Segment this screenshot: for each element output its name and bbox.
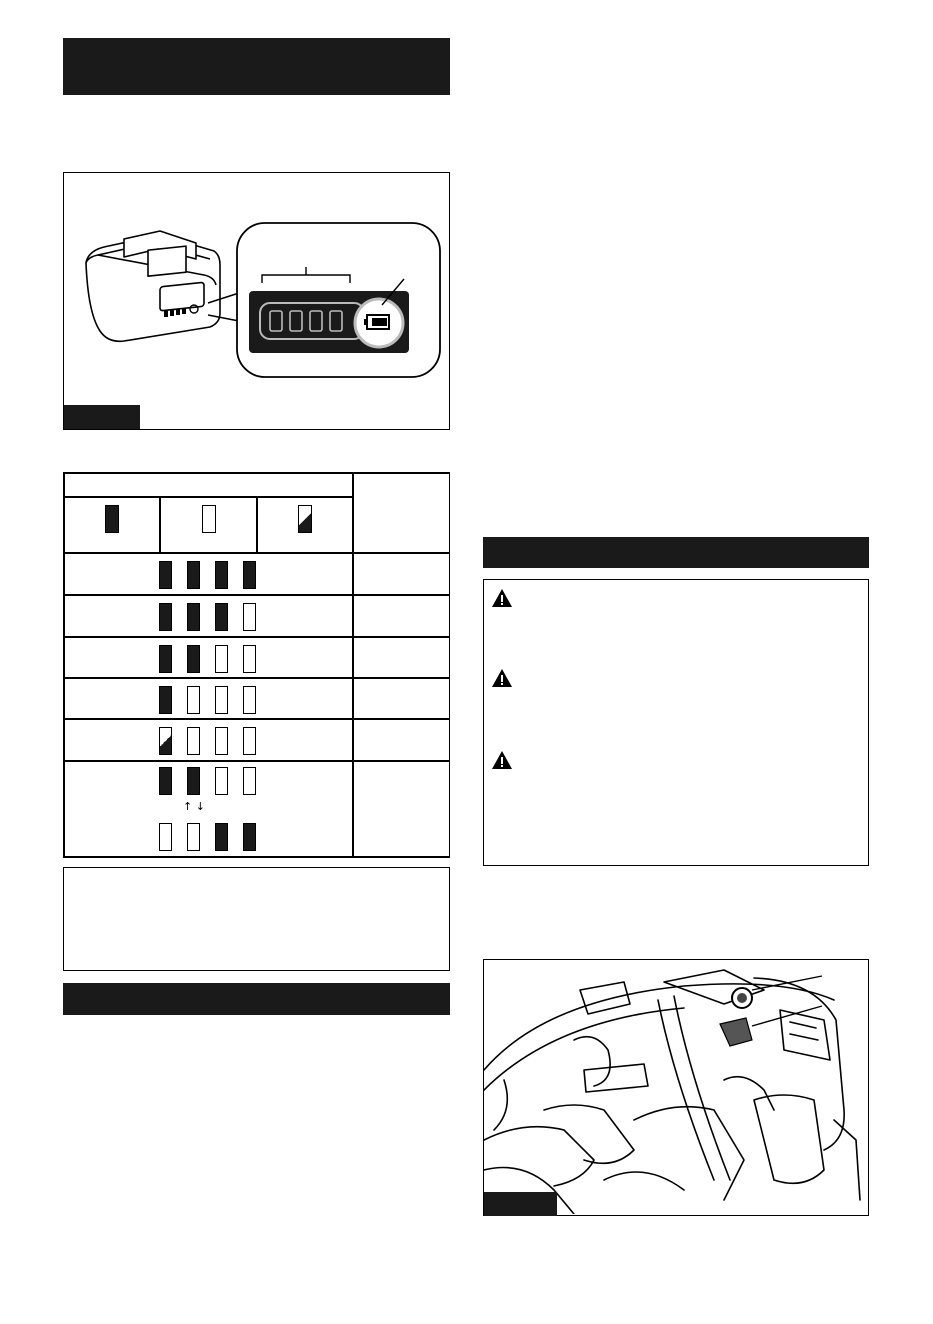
indicator-lamp-off [187, 727, 200, 755]
saw-illustration [484, 960, 867, 1214]
indicator-lamp-on [215, 823, 228, 851]
section-header-left-top [63, 38, 450, 95]
indicator-lamp-on [187, 603, 200, 631]
indicator-lamp-off [243, 686, 256, 714]
legend-lamp-off [202, 505, 216, 533]
indicator-lamp-on [159, 686, 172, 714]
indicator-lamp-blink [159, 727, 172, 755]
indicator-lamp-on [159, 561, 172, 589]
indicator-lamp-off [243, 603, 256, 631]
note-box [63, 867, 450, 971]
warning-icon [491, 668, 513, 688]
indicator-lamp-off [187, 686, 200, 714]
indicator-lamp-off [215, 645, 228, 673]
section-header-right [483, 537, 869, 568]
indicator-lamp-on [159, 603, 172, 631]
indicator-lamp-on [243, 823, 256, 851]
warning-icon [491, 750, 513, 770]
indicator-lamp-off [215, 727, 228, 755]
indicator-lamp-on [215, 561, 228, 589]
alternating-arrows: ↑ ↓ [183, 800, 205, 813]
indicator-lamp-off [159, 823, 172, 851]
indicator-lamp-off [243, 645, 256, 673]
figure-2-tag [484, 1192, 557, 1216]
indicator-lamp-off [215, 686, 228, 714]
indicator-lamp-off [215, 767, 228, 795]
charger-illustration [64, 173, 448, 428]
indicator-lamp-on [215, 603, 228, 631]
figure-saw-switch [483, 959, 869, 1216]
section-header-left-bottom [63, 983, 450, 1015]
legend-lamp-blinking [298, 505, 312, 533]
indicator-lamp-on [159, 767, 172, 795]
warning-box [483, 579, 869, 866]
legend-lamp-lighted [105, 505, 119, 533]
indicator-lamp-on [187, 645, 200, 673]
indicator-table [63, 472, 450, 858]
figure-charger-indicator [63, 172, 450, 430]
indicator-lamp-on [187, 767, 200, 795]
indicator-lamp-off [187, 823, 200, 851]
indicator-lamp-on [159, 645, 172, 673]
indicator-lamp-off [243, 727, 256, 755]
indicator-lamp-on [187, 561, 200, 589]
warning-icon [491, 588, 513, 608]
indicator-lamp-off [243, 767, 256, 795]
indicator-lamp-on [243, 561, 256, 589]
figure-1-tag [64, 405, 140, 429]
